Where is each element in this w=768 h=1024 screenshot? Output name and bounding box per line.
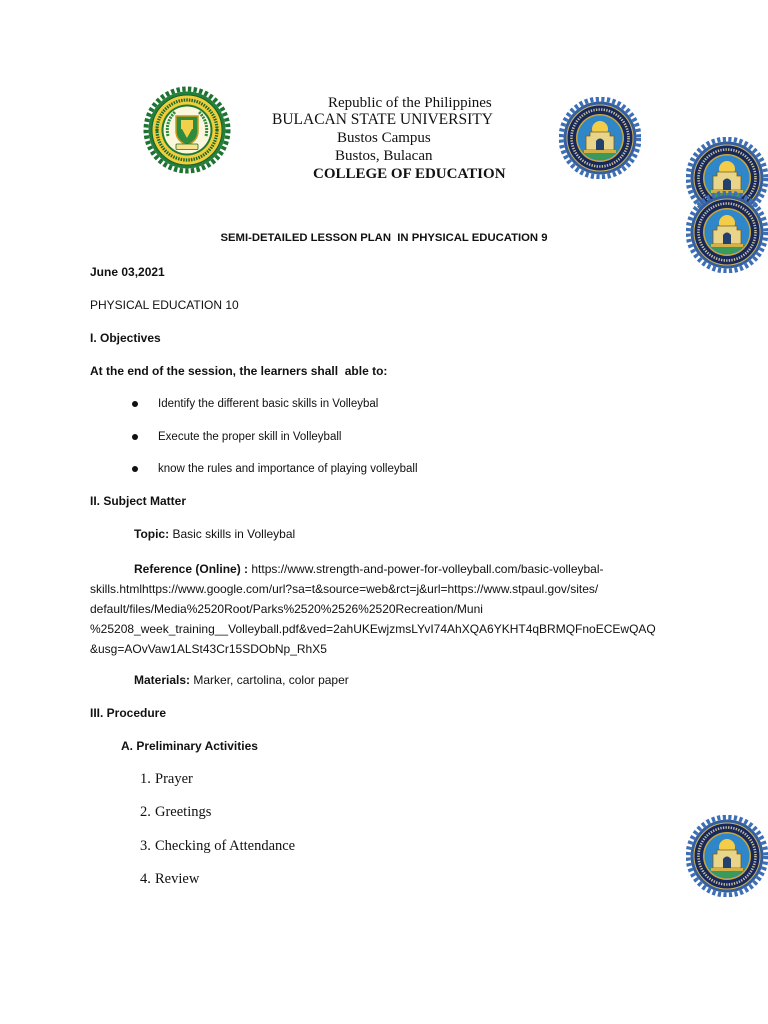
reference-block <box>90 559 656 659</box>
procedure-heading: III. Procedure <box>90 706 167 720</box>
list-item <box>140 803 295 821</box>
bullet-icon <box>132 434 138 440</box>
reference-url-part: https://www.strength-and-power-for-volleyball.com/basic-volleybal- <box>251 562 604 576</box>
step-number: 1. <box>140 771 151 787</box>
topic-label: Topic: <box>134 527 170 541</box>
objective-text: Identify the different basic skills in Volleybal <box>158 398 379 410</box>
bullet-icon <box>132 401 138 407</box>
preliminary-activities-heading: A. Preliminary Activities <box>121 739 258 753</box>
objective-text: Execute the proper skill in Volleyball <box>158 430 342 443</box>
reference-label: Reference (Online) : <box>134 562 249 576</box>
objectives-list <box>132 396 418 494</box>
list-item <box>140 837 295 855</box>
step-text: Prayer <box>155 771 193 787</box>
reference-url-part: skills.htmlhttps://www.google.com/url?sa=t&source=web&rct=j&url=https://www.stpaul.gov/sites/ <box>90 582 599 596</box>
college-seal-logo <box>559 97 641 179</box>
step-text: Greetings <box>155 804 212 821</box>
college-name: COLLEGE OF EDUCATION <box>313 166 506 182</box>
list-item <box>140 870 295 888</box>
objectives-heading: I. Objectives <box>90 331 161 345</box>
reference-url-part: &usg=AOvVaw1ALSt43Cr15SDObNp_RhX5 <box>90 642 327 656</box>
list-item <box>132 429 418 445</box>
reference-line <box>134 559 656 579</box>
step-number: 3. <box>140 837 151 854</box>
topic-value: Basic skills in Volleybal <box>172 527 296 541</box>
materials-value: Marker, cartolina, color paper <box>193 673 349 687</box>
reference-url-part: %25208_week_training__Volleyball.pdf&ved=2ahUKEwjzmsLYvI74AhXQA6YKHT4qBRMQFnoECEwQAQ <box>90 622 656 636</box>
university-seal-logo <box>143 86 231 174</box>
step-number: 2. <box>140 804 151 821</box>
procedure-steps <box>140 770 295 903</box>
list-item <box>132 396 418 412</box>
university-name: BULACAN STATE UNIVERSITY <box>272 111 493 128</box>
college-seal-logo-edge-bottom <box>686 815 768 897</box>
lesson-date: June 03,2021 <box>90 265 165 279</box>
objectives-intro: At the end of the session, the learners shall able to: <box>90 364 388 378</box>
lesson-plan-title: SEMI-DETAILED LESSON PLAN IN PHYSICAL EDUCATION 9 <box>220 232 548 244</box>
subject-matter-heading: II. Subject Matter <box>90 494 187 508</box>
list-item <box>140 770 295 788</box>
materials-label: Materials: <box>134 673 191 687</box>
bullet-icon <box>132 466 138 472</box>
subject-line: PHYSICAL EDUCATION 10 <box>90 298 239 312</box>
objective-text: know the rules and importance of playing volleyball <box>158 463 418 475</box>
republic-line: Republic of the Philippines <box>328 95 492 111</box>
list-item <box>132 461 418 477</box>
topic-line <box>134 526 295 542</box>
step-text: Checking of Attendance <box>155 837 296 854</box>
campus-name: Bustos Campus <box>337 130 431 146</box>
step-number: 4. <box>140 870 151 887</box>
campus-location: Bustos, Bulacan <box>335 148 433 164</box>
step-text: Review <box>155 870 200 887</box>
materials-line <box>134 672 349 688</box>
reference-url-part: default/files/Media%2520Root/Parks%2520%2526%2520Recreation/Muni <box>90 602 483 616</box>
